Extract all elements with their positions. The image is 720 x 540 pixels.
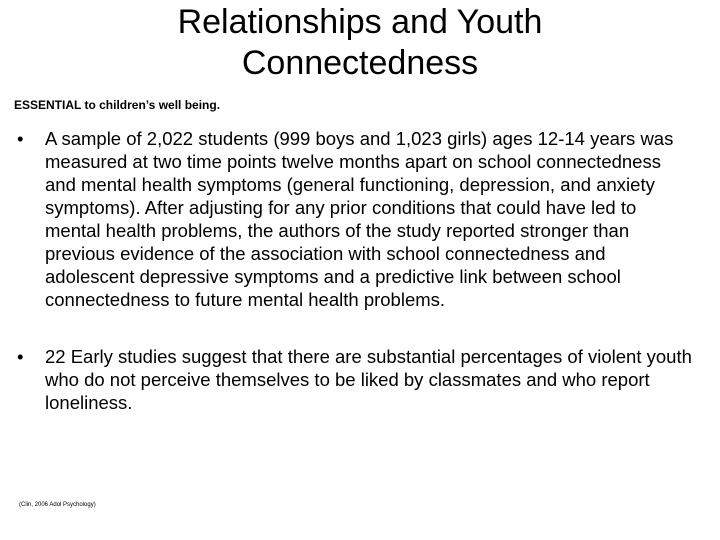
title-line-2: Connectedness [241, 44, 479, 82]
title-line-1: Relationships and Youth [177, 3, 543, 41]
bullet-marker: • [17, 346, 24, 367]
bullet-text: A sample of 2,022 students (999 boys and 1,023 girls) ages 12-14 years was measured at two time points twelve months apart on school connectedness and mental health symptoms (general functioning, depression, and anxiety symptoms). After adjusting for any prior conditions that could have led to mental health problems, the authors of the study reported stronger than previous evidence of the association with school connectedness and adolescent depressive symptoms and a predictive link between school connectedness to future mental health problems. [45, 128, 674, 310]
slide-title [0, 2, 720, 84]
bullet-marker: • [17, 128, 24, 149]
citation: (Clin, 2006 Adol Psychology) [19, 502, 96, 508]
bullet-list [14, 127, 694, 414]
subtitle: ESSENTIAL to children’s well being. [14, 98, 221, 112]
bullet-text: 22 Early studies suggest that there are substantial percentages of violent youth who do not perceive themselves to be liked by classmates and who report loneliness. [45, 346, 692, 413]
bullet-item [14, 127, 694, 311]
bullet-item [14, 345, 694, 414]
